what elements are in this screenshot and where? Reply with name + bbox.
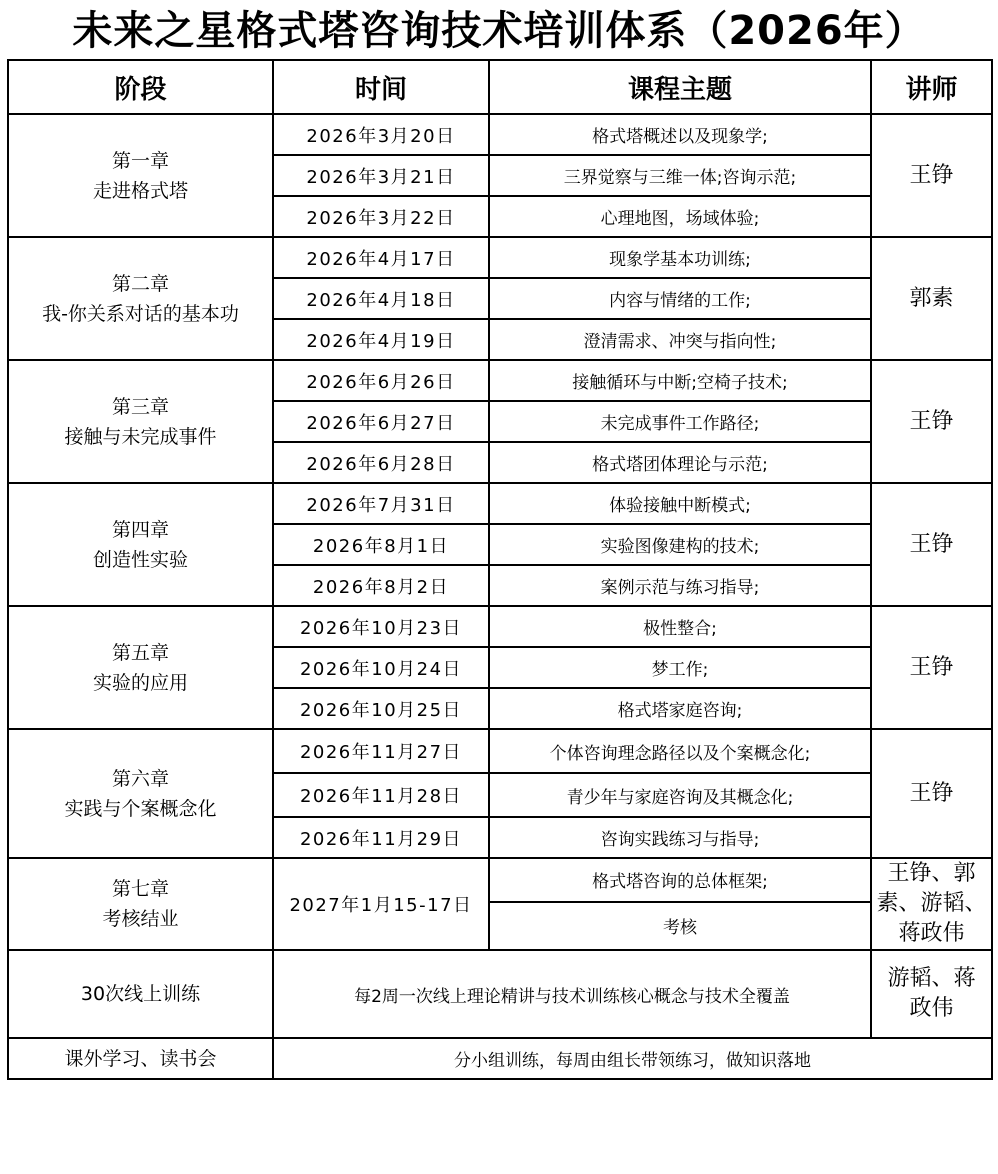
- chapter-number: 第四章: [111, 518, 169, 541]
- table-row: [8, 1038, 992, 1079]
- session-topic: 案例示范与练习指导;: [489, 565, 871, 606]
- session-date: 2026年4月17日: [273, 237, 489, 278]
- chapter-number: 第五章: [111, 641, 169, 664]
- session-topic: 内容与情绪的工作;: [489, 278, 871, 319]
- chapter-number: 第二章: [111, 272, 169, 295]
- session-date: 2026年6月27日: [273, 401, 489, 442]
- session-topic: 接触循环与中断;空椅子技术;: [489, 360, 871, 401]
- session-topic: 未完成事件工作路径;: [489, 401, 871, 442]
- session-topic: 青少年与家庭咨询及其概念化;: [489, 773, 871, 817]
- session-topic: 咨询实践练习与指导;: [489, 817, 871, 858]
- table-row: [8, 483, 992, 524]
- lecturer-cell: [871, 950, 992, 1038]
- chapter-4-cell: [8, 483, 273, 606]
- session-date: 2026年3月20日: [273, 114, 489, 155]
- session-date: 2026年4月19日: [273, 319, 489, 360]
- chapter-name: 实践与个案概念化: [64, 797, 217, 820]
- session-date: 2026年10月23日: [273, 606, 489, 647]
- chapter-7-cell: [8, 858, 273, 950]
- lecturer-line: 素、游韬、: [876, 891, 987, 916]
- session-date: 2026年4月18日: [273, 278, 489, 319]
- lecturer-cell: 王铮: [871, 114, 992, 237]
- lecturer-cell: 王铮: [871, 360, 992, 483]
- session-date: 2026年10月24日: [273, 647, 489, 688]
- chapter-name: 走进格式塔: [92, 179, 188, 202]
- chapter-name: 考核结业: [102, 908, 179, 930]
- chapter-number: 第六章: [111, 767, 169, 790]
- session-date: 2026年11月29日: [273, 817, 489, 858]
- session-topic: 考核: [489, 902, 871, 950]
- chapter-number: 第七章: [111, 878, 169, 900]
- session-topic: 澄清需求、冲突与指向性;: [489, 319, 871, 360]
- chapter-number: 第一章: [111, 149, 169, 172]
- schedule-table: [7, 59, 993, 1080]
- session-date: 2026年8月2日: [273, 565, 489, 606]
- lecturer-cell: 郭素: [871, 237, 992, 360]
- header-topic: 课程主题: [489, 60, 871, 114]
- chapter-name: 实验的应用: [92, 671, 188, 694]
- session-date: 2026年11月28日: [273, 773, 489, 817]
- online-description: 每2周一次线上理论精讲与技术训练核心概念与技术全覆盖: [273, 950, 871, 1038]
- table-row: [8, 858, 992, 902]
- session-topic: 格式塔概述以及现象学;: [489, 114, 871, 155]
- lecturer-line: 蒋政伟: [898, 921, 965, 946]
- lecturer-line: 王铮、郭: [887, 861, 976, 886]
- session-topic: 现象学基本功训练;: [489, 237, 871, 278]
- session-date: 2026年6月28日: [273, 442, 489, 483]
- header-lecturer: 讲师: [871, 60, 992, 114]
- extra-stage: 课外学习、读书会: [8, 1038, 273, 1079]
- page-title: 未来之星格式塔咨询技术培训体系（2026年）: [72, 8, 926, 54]
- session-date: 2026年6月26日: [273, 360, 489, 401]
- session-date: 2026年3月22日: [273, 196, 489, 237]
- session-topic: 格式塔咨询的总体框架;: [489, 858, 871, 902]
- table-row: [8, 606, 992, 647]
- chapter-1-cell: [8, 114, 273, 237]
- lecturer-line: 政伟: [909, 996, 954, 1021]
- lecturer-cell: 王铮: [871, 606, 992, 729]
- session-topic: 梦工作;: [489, 647, 871, 688]
- session-topic: 格式塔团体理论与示范;: [489, 442, 871, 483]
- session-topic: 格式塔家庭咨询;: [489, 688, 871, 729]
- header-stage: 阶段: [8, 60, 273, 114]
- table-row: [8, 360, 992, 401]
- chapter-name: 创造性实验: [92, 548, 188, 571]
- session-topic: 体验接触中断模式;: [489, 483, 871, 524]
- chapter-name: 接触与未完成事件: [64, 425, 217, 448]
- chapter-name: 我-你关系对话的基本功: [42, 302, 239, 325]
- session-topic: 个体咨询理念路径以及个案概念化;: [489, 729, 871, 773]
- session-topic: 心理地图，场域体验;: [489, 196, 871, 237]
- table-row: [8, 114, 992, 155]
- online-stage: 30次线上训练: [8, 950, 273, 1038]
- session-topic: 极性整合;: [489, 606, 871, 647]
- extra-description: 分小组训练，每周由组长带领练习，做知识落地: [273, 1038, 992, 1079]
- lecturer-cell: [871, 858, 992, 950]
- session-date: 2027年1月15-17日: [273, 858, 489, 950]
- chapter-3-cell: [8, 360, 273, 483]
- header-row: [8, 60, 992, 114]
- lecturer-cell: 王铮: [871, 729, 992, 858]
- table-row: [8, 729, 992, 773]
- session-topic: 三界觉察与三维一体;咨询示范;: [489, 155, 871, 196]
- session-topic: 实验图像建构的技术;: [489, 524, 871, 565]
- session-date: 2026年7月31日: [273, 483, 489, 524]
- chapter-5-cell: [8, 606, 273, 729]
- table-row: [8, 950, 992, 1038]
- chapter-2-cell: [8, 237, 273, 360]
- chapter-number: 第三章: [111, 395, 169, 418]
- chapter-6-cell: [8, 729, 273, 858]
- session-date: 2026年10月25日: [273, 688, 489, 729]
- table-row: [8, 237, 992, 278]
- session-date: 2026年8月1日: [273, 524, 489, 565]
- lecturer-line: 游韬、蒋: [887, 966, 976, 991]
- session-date: 2026年3月21日: [273, 155, 489, 196]
- header-time: 时间: [273, 60, 489, 114]
- lecturer-cell: 王铮: [871, 483, 992, 606]
- session-date: 2026年11月27日: [273, 729, 489, 773]
